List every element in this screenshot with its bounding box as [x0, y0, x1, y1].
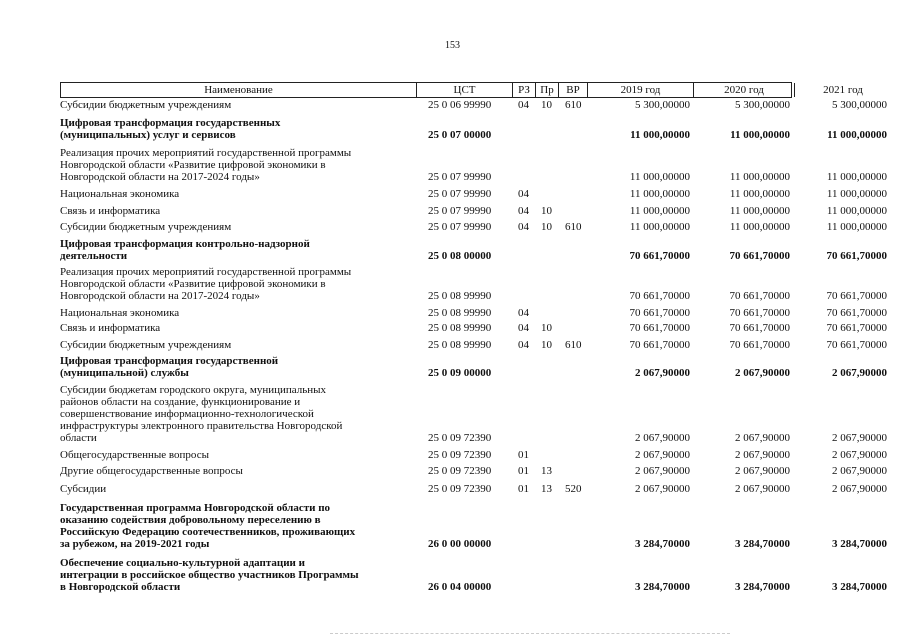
row-2020: 70 661,70000	[729, 307, 790, 319]
row-cst: 25 0 09 72390	[428, 449, 492, 461]
page-number: 153	[445, 40, 460, 51]
row-rz: 01	[518, 483, 529, 495]
table-row	[60, 557, 890, 593]
row-name: Общегосударственные вопросы	[60, 449, 209, 461]
row-2020: 11 000,00000	[729, 188, 790, 200]
row-vr: 610	[565, 339, 582, 351]
row-2021: 11 000,00000	[826, 205, 887, 217]
row-2020: 70 661,70000	[729, 250, 790, 262]
row-name: Обеспечение социально-культурной адаптации и интеграции в российское общество участников Программы в Новгородской области	[60, 557, 359, 593]
row-cst: 25 0 08 99990	[428, 322, 492, 334]
row-2019: 11 000,00000	[629, 221, 690, 233]
row-2019: 3 284,70000	[635, 538, 690, 550]
table-row	[60, 147, 890, 183]
header-cst: ЦСТ	[417, 83, 513, 97]
header-rz: РЗ	[513, 83, 536, 97]
table-row	[60, 502, 890, 550]
row-2019: 11 000,00000	[629, 171, 690, 183]
row-2020: 2 067,90000	[735, 483, 790, 495]
row-pr: 10	[541, 205, 552, 217]
row-name: Реализация прочих мероприятий государственной программы Новгородской области «Развитие цифровой экономики в Новгородской области на 2017-2024 годы»	[60, 147, 352, 183]
header-pr: Пр	[536, 83, 559, 97]
row-pr: 10	[541, 339, 552, 351]
row-cst: 25 0 08 00000	[428, 250, 492, 262]
table-row	[60, 384, 890, 444]
row-cst: 25 0 06 99990	[428, 99, 492, 111]
row-cst: 25 0 07 99990	[428, 171, 492, 183]
table-row	[60, 307, 890, 319]
row-name: Субсидии бюджетам городского округа, муниципальных районов области на создание, функционирование и совершенствование информационно-технологической инфраструктуры электронного правительства Новгородской области	[60, 384, 343, 444]
row-2019: 11 000,00000	[629, 205, 690, 217]
row-2019: 2 067,90000	[635, 483, 690, 495]
row-rz: 04	[518, 205, 529, 217]
row-2021: 70 661,70000	[826, 339, 887, 351]
table-row	[60, 465, 890, 477]
table-row	[60, 205, 890, 217]
row-cst: 26 0 04 00000	[428, 581, 492, 593]
row-2021: 2 067,90000	[832, 432, 887, 444]
row-name: Национальная экономика	[60, 188, 180, 200]
row-2019: 11 000,00000	[629, 188, 690, 200]
row-name: Субсидии	[60, 483, 107, 495]
row-name: Цифровая трансформация контрольно-надзорной деятельности	[60, 238, 310, 262]
row-2021: 2 067,90000	[832, 465, 887, 477]
row-cst: 25 0 07 99990	[428, 188, 492, 200]
row-2021: 5 300,00000	[832, 99, 887, 111]
row-2020: 11 000,00000	[729, 205, 790, 217]
row-name: Цифровая трансформация государственной (муниципальной) службы	[60, 355, 279, 379]
row-2019: 5 300,00000	[635, 99, 690, 111]
table-row	[60, 238, 890, 262]
row-rz: 04	[518, 221, 529, 233]
header-vr: ВР	[559, 83, 588, 97]
table-header	[60, 82, 863, 98]
row-2021: 2 067,90000	[832, 449, 887, 461]
row-2021: 2 067,90000	[832, 367, 887, 379]
row-2020: 5 300,00000	[735, 99, 790, 111]
row-pr: 13	[541, 483, 552, 495]
row-2019: 2 067,90000	[635, 449, 690, 461]
row-2019: 70 661,70000	[629, 250, 690, 262]
header-2019: 2019 год	[588, 83, 694, 97]
row-cst: 25 0 08 99990	[428, 307, 492, 319]
row-name: Субсидии бюджетным учреждениям	[60, 221, 232, 233]
row-name: Реализация прочих мероприятий государственной программы Новгородской области «Развитие цифровой экономики в Новгородской области на 2017-2024 годы»	[60, 266, 352, 302]
row-2021: 2 067,90000	[832, 483, 887, 495]
table-row	[60, 322, 890, 334]
row-cst: 25 0 09 00000	[428, 367, 492, 379]
table-row	[60, 355, 890, 379]
header-2021: 2021 год	[823, 84, 863, 96]
row-cst: 25 0 07 00000	[428, 129, 492, 141]
header-2020: 2020 год	[694, 83, 795, 97]
row-cst: 25 0 07 99990	[428, 205, 492, 217]
row-2021: 70 661,70000	[826, 322, 887, 334]
row-rz: 04	[518, 322, 529, 334]
row-2020: 3 284,70000	[735, 581, 790, 593]
row-2019: 11 000,00000	[630, 129, 690, 141]
row-vr: 610	[565, 99, 582, 111]
row-rz: 04	[518, 339, 529, 351]
row-2021: 70 661,70000	[826, 290, 887, 302]
row-cst: 25 0 07 99990	[428, 221, 492, 233]
row-rz: 01	[518, 449, 529, 461]
row-rz: 04	[518, 188, 529, 200]
row-2020: 2 067,90000	[735, 465, 790, 477]
table-row	[60, 449, 890, 461]
row-2019: 3 284,70000	[635, 581, 690, 593]
row-2021: 70 661,70000	[826, 250, 887, 262]
header-name: Наименование	[61, 83, 417, 97]
row-rz: 04	[518, 99, 529, 111]
table-row	[60, 221, 890, 233]
table-row	[60, 188, 890, 200]
row-cst: 25 0 08 99990	[428, 290, 492, 302]
row-2019: 70 661,70000	[629, 307, 690, 319]
row-2020: 3 284,70000	[735, 538, 790, 550]
row-2021: 11 000,00000	[827, 129, 887, 141]
row-2020: 11 000,00000	[730, 129, 790, 141]
row-rz: 01	[518, 465, 529, 477]
row-vr: 520	[565, 483, 582, 495]
table-row	[60, 483, 890, 495]
row-2021: 3 284,70000	[832, 581, 887, 593]
row-2020: 11 000,00000	[729, 221, 790, 233]
row-name: Субсидии бюджетным учреждениям	[60, 99, 232, 111]
row-pr: 13	[541, 465, 552, 477]
row-name: Связь и информатика	[60, 205, 161, 217]
row-2021: 11 000,00000	[826, 221, 887, 233]
row-2020: 2 067,90000	[735, 432, 790, 444]
row-pr: 10	[541, 322, 552, 334]
row-name: Государственная программа Новгородской области по оказанию содействия добровольному переселению в Российскую Федерацию соотечественников, проживающих за рубежом, на 2019-2021 годы	[60, 502, 356, 550]
row-cst: 25 0 09 72390	[428, 432, 492, 444]
row-cst: 25 0 09 72390	[428, 483, 492, 495]
row-2020: 70 661,70000	[729, 290, 790, 302]
row-2020: 2 067,90000	[735, 367, 790, 379]
row-2020: 11 000,00000	[729, 171, 790, 183]
row-name: Связь и информатика	[60, 322, 161, 334]
scan-artifact-line	[330, 633, 730, 637]
row-pr: 10	[541, 221, 552, 233]
row-2021: 3 284,70000	[832, 538, 887, 550]
row-cst: 26 0 00 00000	[428, 538, 492, 550]
row-name: Субсидии бюджетным учреждениям	[60, 339, 232, 351]
row-name: Национальная экономика	[60, 307, 180, 319]
row-name: Цифровая трансформация государственных (муниципальных) услуг и сервисов	[60, 117, 281, 141]
row-rz: 04	[518, 307, 529, 319]
row-2020: 70 661,70000	[729, 322, 790, 334]
row-name: Другие общегосударственные вопросы	[60, 465, 243, 477]
row-pr: 10	[541, 99, 552, 111]
table-row	[60, 266, 890, 302]
row-2020: 70 661,70000	[729, 339, 790, 351]
table-row	[60, 99, 890, 111]
row-2019: 2 067,90000	[635, 465, 690, 477]
row-cst: 25 0 09 72390	[428, 465, 492, 477]
row-2019: 70 661,70000	[629, 290, 690, 302]
row-2019: 2 067,90000	[635, 367, 690, 379]
row-vr: 610	[565, 221, 582, 233]
row-cst: 25 0 08 99990	[428, 339, 492, 351]
row-2021: 70 661,70000	[826, 307, 887, 319]
row-2020: 2 067,90000	[735, 449, 790, 461]
row-2019: 2 067,90000	[635, 432, 690, 444]
row-2021: 11 000,00000	[826, 188, 887, 200]
row-2019: 70 661,70000	[629, 339, 690, 351]
table-row	[60, 339, 890, 351]
row-2021: 11 000,00000	[826, 171, 887, 183]
row-2019: 70 661,70000	[629, 322, 690, 334]
table-row	[60, 117, 890, 141]
